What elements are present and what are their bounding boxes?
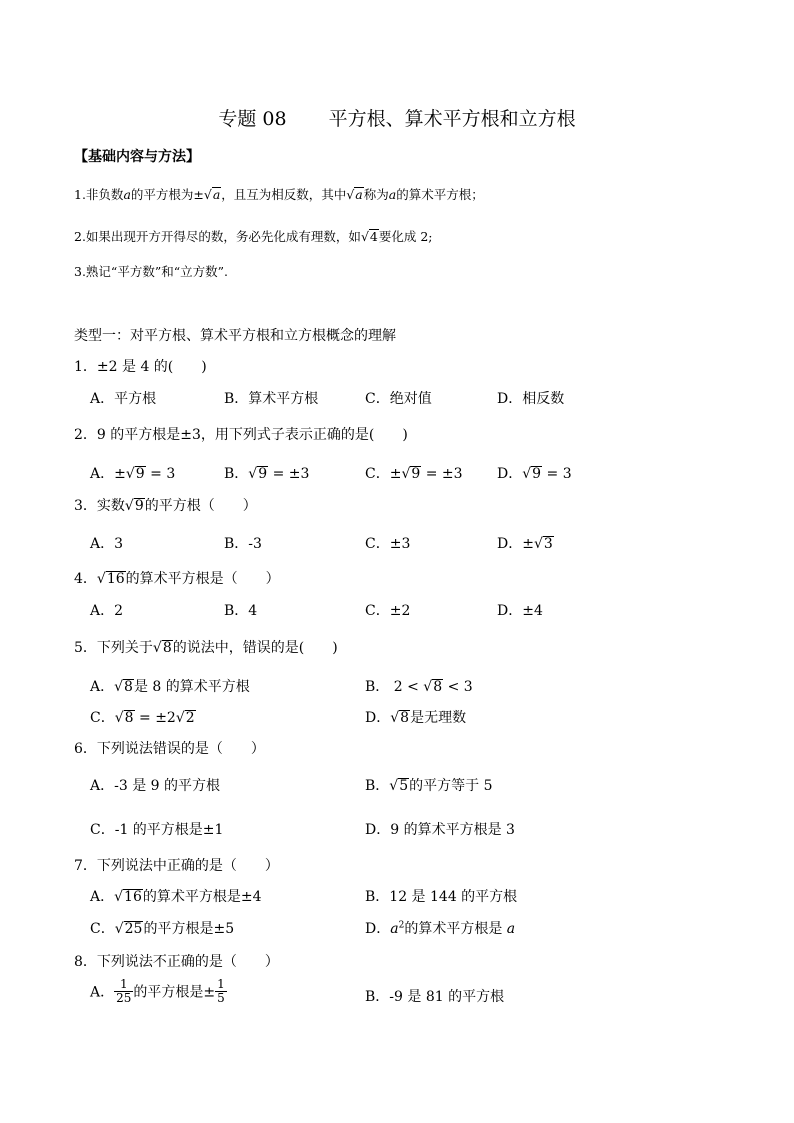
sqrt-sign: √ [390, 710, 400, 726]
text: 4． [74, 571, 97, 587]
variable: a [123, 187, 131, 202]
sqrt-sign: √ [533, 536, 543, 552]
question-5-option-c[interactable] [90, 707, 196, 727]
radicand: 8 [162, 640, 172, 656]
sqrt-sign: √ [114, 921, 124, 937]
sqrt-sign: √ [114, 710, 124, 726]
question-6-stem: 6．下列说法错误的是（ ） [74, 741, 265, 757]
radicand: 5 [399, 778, 409, 794]
question-3-stem [74, 495, 257, 515]
radicand: 9 [411, 466, 421, 482]
text: A． [90, 889, 115, 905]
numerator: 1 [217, 977, 225, 991]
question-3-option-a[interactable]: A．3 [90, 536, 124, 552]
text: 1.非负数 [74, 187, 124, 202]
question-2-option-a[interactable] [90, 463, 175, 483]
page-title [0, 104, 794, 131]
question-4-option-b[interactable]: B．4 [224, 603, 258, 619]
section-heading: 类型一：对平方根、算术平方根和立方根概念的理解 [74, 328, 396, 344]
text: 的说法中，错误的是( ) [172, 640, 338, 656]
question-7-option-c[interactable] [90, 918, 234, 938]
question-2-option-b[interactable] [224, 463, 309, 483]
text: 的算术平方根是（ ） [125, 571, 280, 587]
question-2-option-c[interactable] [365, 463, 463, 483]
text: 称为 [363, 187, 389, 202]
text: 的平方根是± [133, 984, 216, 1001]
text: 的平方根为± [130, 187, 204, 202]
sqrt-sign: √ [522, 466, 532, 482]
text: = 3 [145, 466, 176, 482]
text: D． [365, 921, 391, 937]
text: A． [90, 984, 115, 1001]
basics-line-1 [74, 185, 484, 203]
variable: a [388, 187, 397, 202]
radicand: 8 [400, 710, 410, 726]
denominator: 5 [217, 991, 225, 1006]
sqrt-sign: √ [248, 466, 258, 482]
text: C．± [365, 466, 402, 482]
text: = ±3 [421, 466, 463, 482]
sqrt-sign: √ [124, 498, 134, 514]
text: 3．实数 [74, 498, 125, 514]
title-topic-name: 平方根、算术平方根和立方根 [328, 108, 576, 130]
question-5-option-a[interactable] [90, 676, 250, 696]
question-4-option-d[interactable]: D．±4 [497, 603, 543, 619]
question-1-option-d[interactable]: D．相反数 [497, 391, 565, 407]
text: D． [365, 710, 391, 726]
radicand: 16 [106, 571, 125, 587]
radicand: 9 [258, 466, 268, 482]
text: = ±3 [268, 466, 310, 482]
numerator: 1 [114, 978, 133, 992]
text: 的平方根是±5 [143, 921, 235, 937]
text: B． 2 < [365, 679, 424, 695]
text: B． [365, 778, 390, 794]
text: A． [90, 679, 115, 695]
sqrt-sign: √ [203, 187, 212, 202]
radicand: 8 [124, 710, 134, 726]
question-1-option-b[interactable]: B．算术平方根 [224, 391, 319, 407]
text: ，且互为相反数，其中 [221, 187, 347, 202]
question-3-option-b[interactable]: B．-3 [224, 536, 262, 552]
sqrt-sign: √ [114, 889, 124, 905]
text: C． [90, 921, 115, 937]
radicand: 3 [543, 536, 553, 552]
sqrt-sign: √ [152, 640, 162, 656]
question-6-option-d[interactable]: D．9 的算术平方根是 3 [365, 822, 515, 838]
question-6-option-b[interactable] [365, 775, 493, 795]
question-5-option-b[interactable] [365, 676, 473, 696]
variable: a [506, 921, 516, 937]
sqrt-sign: √ [401, 466, 411, 482]
sqrt-sign: √ [175, 710, 185, 726]
question-4-option-a[interactable]: A．2 [90, 603, 124, 619]
sqrt-sign: √ [346, 187, 355, 202]
sqrt-sign: √ [389, 778, 399, 794]
question-8-option-a[interactable] [90, 978, 227, 1005]
radicand: 8 [124, 679, 133, 695]
radicand: 2 [185, 710, 195, 726]
question-7-option-b[interactable]: B．12 是 144 的平方根 [365, 889, 518, 905]
radicand: 8 [433, 679, 443, 695]
text: 2.如果出现开方开得尽的数，务必先化成有理数，如 [74, 229, 361, 244]
text: D． [497, 466, 523, 482]
radicand: a [355, 187, 363, 202]
text: 要化成 2; [378, 229, 433, 244]
text: 的算术平方根是 [404, 921, 507, 937]
sqrt-sign: √ [96, 571, 106, 587]
sqrt-sign: √ [423, 679, 433, 695]
radicand: 25 [124, 921, 143, 937]
question-7-option-d[interactable] [365, 918, 515, 938]
question-4-option-c[interactable]: C．±2 [365, 603, 411, 619]
question-3-option-d[interactable] [497, 533, 554, 553]
basics-line-3: 3.熟记“平方数”和“立方数”. [74, 264, 228, 279]
radicand: 9 [134, 498, 144, 514]
fraction [114, 978, 133, 1005]
variable: a [390, 921, 399, 937]
text: C． [90, 710, 115, 726]
text: D．± [497, 536, 534, 552]
question-6-option-a[interactable]: A．-3 是 9 的平方根 [90, 778, 221, 794]
radicand: 9 [532, 466, 542, 482]
basics-header: 【基础内容与方法】 [74, 149, 200, 165]
text: 5．下列关于 [74, 640, 153, 656]
text: 的算术平方根是±4 [142, 889, 262, 905]
text: = ±2 [134, 710, 176, 726]
question-2-option-d[interactable] [497, 463, 572, 483]
sqrt-sign: √ [114, 679, 124, 695]
basics-line-2 [74, 227, 433, 245]
question-5-stem [74, 637, 338, 657]
sqrt-sign: √ [125, 466, 135, 482]
question-1-option-a[interactable]: A．平方根 [90, 391, 157, 407]
question-8-option-b[interactable]: B．-9 是 81 的平方根 [365, 989, 505, 1005]
text: = 3 [542, 466, 572, 482]
question-5-option-d[interactable] [365, 707, 466, 727]
question-1-stem: 1．±2 是 4 的( ) [74, 359, 207, 375]
text: < 3 [443, 679, 473, 695]
title-topic-number: 专题 08 [218, 108, 287, 130]
question-7-stem: 7．下列说法中正确的是（ ） [74, 858, 279, 874]
question-8-stem: 8．下列说法不正确的是（ ） [74, 954, 279, 970]
text: 是 8 的算术平方根 [133, 679, 250, 695]
text: A．± [90, 466, 126, 482]
exponent: 2 [398, 920, 405, 931]
text: 的平方根（ ） [144, 498, 257, 514]
sqrt-sign: √ [360, 229, 369, 244]
fraction [215, 978, 227, 1005]
question-3-option-c[interactable]: C．±3 [365, 536, 411, 552]
radicand: 4 [369, 229, 378, 244]
denominator: 25 [116, 991, 132, 1006]
radicand: 16 [124, 889, 142, 905]
question-2-stem: 2．9 的平方根是±3，用下列式子表示正确的是( ) [74, 427, 408, 443]
radicand: 9 [135, 466, 145, 482]
question-6-option-c[interactable]: C．-1 的平方根是±1 [90, 822, 224, 838]
text: 的算术平方根； [396, 187, 484, 202]
radicand: a [212, 187, 221, 202]
question-1-option-c[interactable]: C．绝对值 [365, 391, 432, 407]
text: B． [224, 466, 249, 482]
text: 是无理数 [410, 710, 467, 726]
question-4-stem [74, 568, 280, 588]
text: 的平方等于 5 [409, 778, 493, 794]
question-7-option-a[interactable] [90, 886, 262, 906]
